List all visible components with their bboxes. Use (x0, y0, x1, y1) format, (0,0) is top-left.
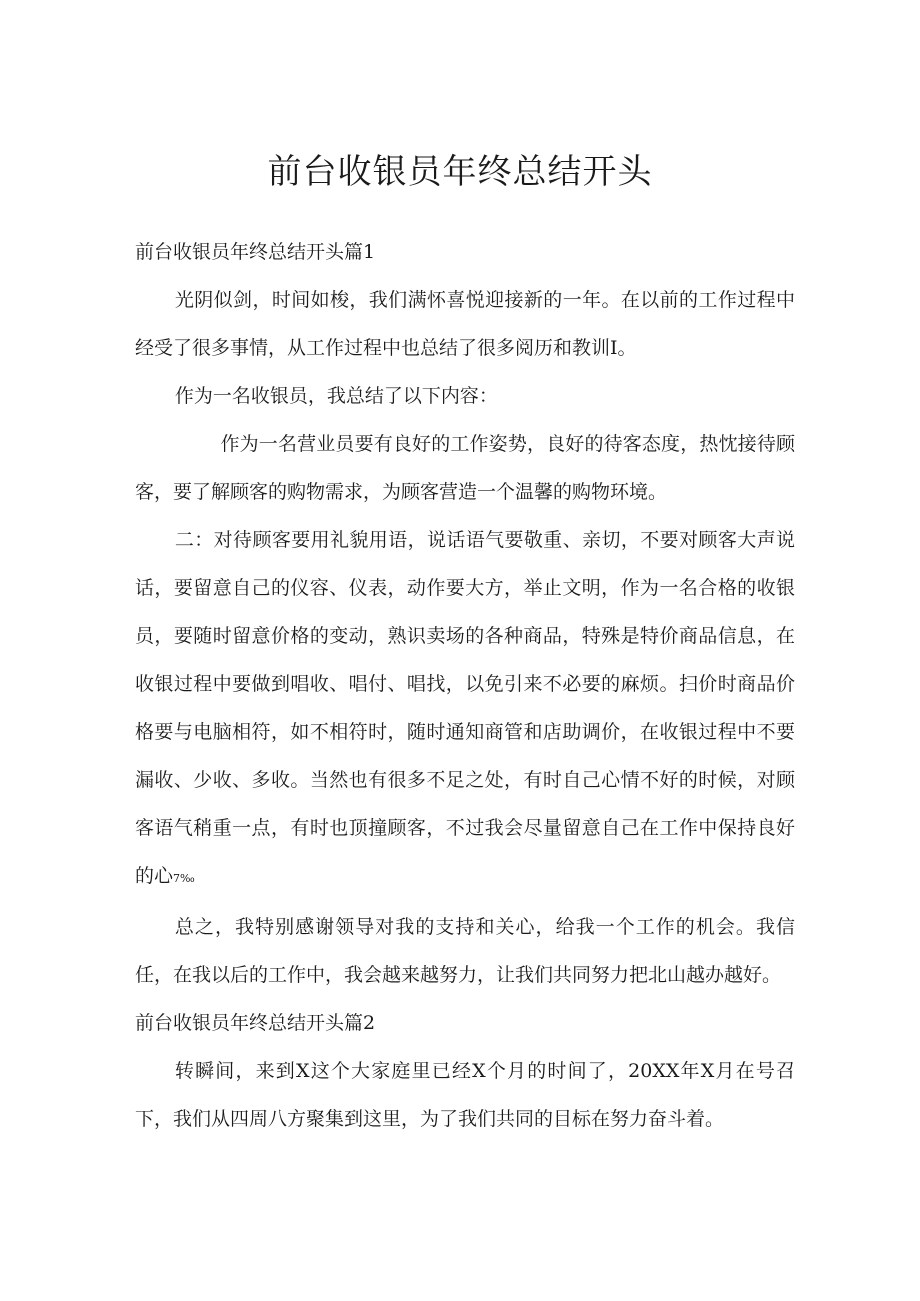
section-1-paragraph-5: 总之，我特别感谢领导对我的支持和关心，给我一个工作的机会。我信任，在我以后的工作中，我会越来越努力，让我们共同努力把北山越办越好。 (135, 916, 795, 986)
document-body (135, 228, 795, 1143)
section-1-paragraph-1: 光阴似剑，时间如梭，我们满怀喜悦迎接新的一年。在以前的工作过程中经受了很多事情，从工作过程中也总结了很多阅历和教训I。 (135, 289, 795, 359)
section-2-heading: 前台收银员年终总结开头篇2 (135, 1012, 376, 1034)
section-1-heading: 前台收银员年终总结开头篇1 (135, 241, 376, 263)
section-1-paragraph-4-tail: 7‰ (173, 872, 195, 885)
document-title: 前台收银员年终总结开头 (267, 152, 653, 192)
section-1-paragraph-3: 作为一名营业员要有良好的工作姿势，良好的待客态度，热忱接待顾客，要了解顾客的购物需求，为顾客营造一个温馨的购物环境。 (135, 433, 795, 503)
section-1-paragraph-2: 作为一名收银员，我总结了以下内容： (174, 385, 498, 407)
section-2-paragraph-1: 转瞬间，来到X这个大家庭里已经X个月的时间了，20XX年X月在号召下，我们从四周八方聚集到这里，为了我们共同的目标在努力奋斗着。 (135, 1060, 795, 1130)
section-1-paragraph-4-text: 二：对待顾客要用礼貌用语，说话语气要敬重、亲切，不要对顾客大声说话，要留意自己的仪容、仪表，动作要大方，举止文明，作为一名合格的收银员，要随时留意价格的变动，熟识卖场的各种商品，特殊是特价商品信息，在收银过程中要做到唱收、唱付、唱找，以免引来不必要的麻烦。扫价时商品价格要与电脑相符，如不相符时，随时通知商管和店助调价，在收银过程中不要漏收、少收、多收。当然也有很多不足之处，有时自己心情不好的时候，对顾客语气稍重一点，有时也顶撞顾客，不过我会尽量留意自己在工作中保持良好的心 (135, 529, 795, 887)
section-1-paragraph-4 (135, 516, 795, 903)
